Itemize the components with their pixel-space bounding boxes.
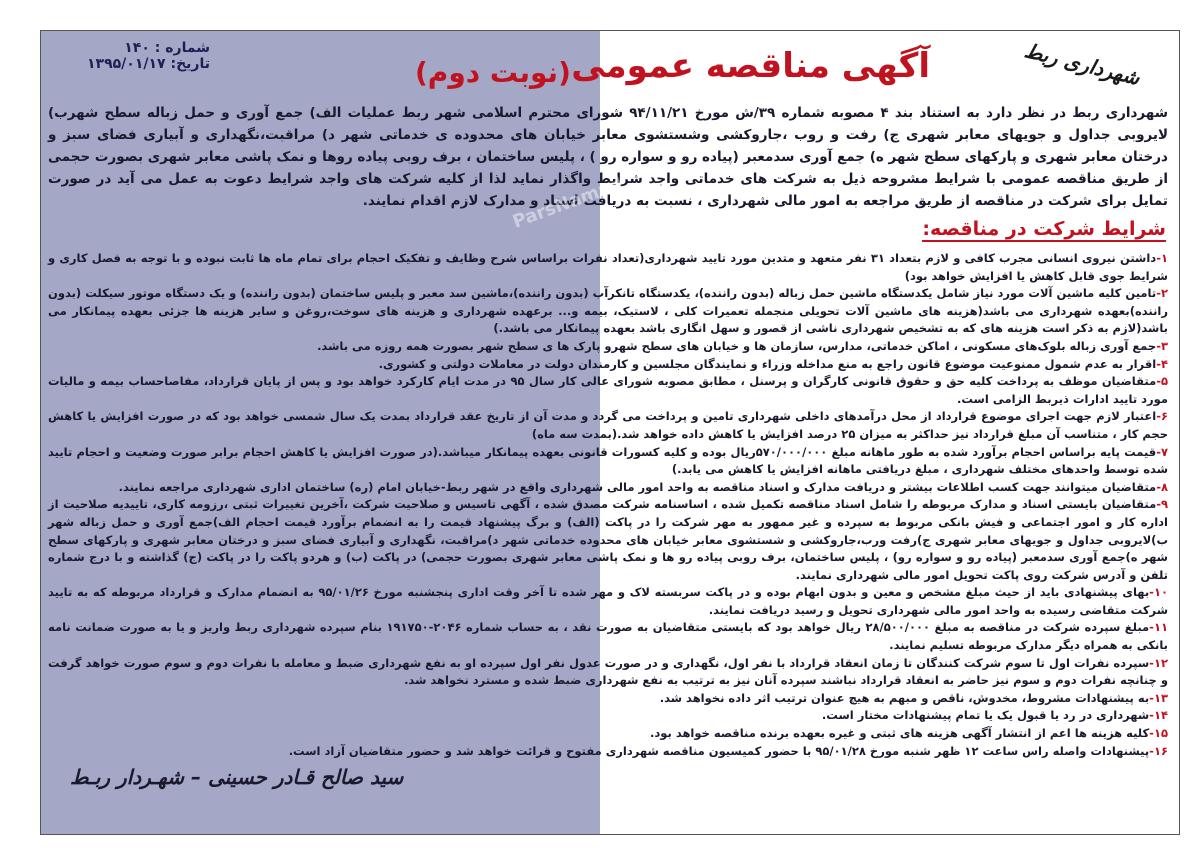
municipality-logo: شهرداری ربط (1021, 38, 1143, 90)
notice-date: تاریخ: ۱۳۹۵/۰۱/۱۷ (87, 56, 210, 72)
notice-title: آگهی مناقصه عمومی (571, 46, 930, 86)
condition-item: ۱۴-شهرداری در رد یا قبول یک یا تمام پیشنهادات مختار است. (821, 708, 1168, 723)
condition-item: ۱۲-سپرده نفرات اول تا سوم شرکت کنندگان تا زمان انعقاد قرارداد با نفر اول، نگهداری و در صورت عدول نفر اول سپرده او به نفع شهرداری ضبط و معامله با نفرات دوم و سوم صورت خواهد گرفت و چنانچه نفرات دوم و سوم نیز حاضر به انعقاد قرارداد نباشند سپرده آنان نیز به ترتیب به نفع شهرداری ضبط شده و مسترد نخواهد شد. (48, 655, 1168, 688)
condition-item: ۹-متقاضیان بایستی اسناد و مدارک مربوطه را شامل اسناد مناقصه تکمیل شده ، اساسنامه شرکت مصدق شده ، آگهی تاسیس و صلاحیت شرکت ،آخرین تغییرات ثبتی ،رزومه کاری، تاییدیه صلاحیت از اداره کار و امور اجتماعی و فیش بانکی مربوط به سپرده و غیر ممهور به مهر شرکت را در پاکت (الف) و برگ پیشنهاد قیمت را به انضمام برآورد قیمت احجام الف)جمع آوری و حمل زباله شهر ب)لایروبی جداول و جویهای معابر شهری ج)رفت ورب،جاروکشی و شستشوی معابر خیابان های محدوده خدماتی شهر د)مراقبت، نگهداری و آبیاری فضای سبز و درختان معابر شهری و پارکهای سطح شهر ه)جمع آوری سدمعبر (پیاده رو و سواره رو) ، پلیس ساختمان، برف روبی پیاده رو ها و نمک پاشی معابر شهری بصورت حجمی) در پاکت (ب) و هردو پاکت را در پاکت (ج) گذاشته و با درج شماره تلفن و آدرس شرکت روی پاکت تحویل امور مالی شهرداری نمایند. (48, 497, 1168, 582)
notice-meta (60, 40, 210, 72)
condition-item: ۶-اعتبار لازم جهت اجرای موضوع قرارداد از محل درآمدهای داخلی شهرداری تامین و پرداخت می گردد و مدت آن از تاریخ عقد قرارداد بمدت یک سال شمسی خواهد بود که در صورت افزایش یا کاهش حجم کار ، متناسب آن مبلغ قرارداد نیز حداکثر به میزان ۲۵ درصد افزایش یا کاهش داده خواهد شد.(بمدت سه ماه) (48, 409, 1168, 441)
condition-item: ۴-اقرار به عدم شمول ممنوعیت موضوع قانون راجع به منع مداخله وزراء و نمایندگان مجلسین و کارمندان دولت در معاملات دولتی و کشوری. (378, 356, 1168, 371)
conditions-heading: شرایط شرکت در مناقصه: (922, 218, 1166, 240)
condition-item: ۷-قیمت پایه براساس احجام برآورد شده به طور ماهانه مبلغ ۵۷۰/۰۰۰/۰۰۰ریال بوده و کلیه کسورات قانونی بعهده پیمانکار میباشد.(در صورت افزایش یا کاهش احجام برابر صورت وضعیت و احجام تایید شده توسط واحدهای مختلف شهرداری ، مبلغ دریافتی ماهانه افزایش یا کاهش می یابد.) (48, 444, 1168, 477)
condition-item: ۲-تامین کلیه ماشین آلات مورد نیاز شامل یکدستگاه ماشین حمل زباله (بدون راننده)، یکدستگاه تانکرآب (بدون راننده)،ماشین سد معبر و پلیس ساختمان (بدون راننده) و یک دستگاه موتور سیکلت (بدون راننده)بعهده شهرداری می باشد(هزینه های ماشین آلات تحویلی منجمله تعمیرات کلی ، لاستیک، بیمه و... برعهده شهرداری و هزینه های سوخت،روغن و سایر هزینه ها جزئی بعهده پیمانکار می باشد(لازم به ذکر است هزینه های که به تشخیص شهرداری ناشی از قصور و سهل انگاری باشد بعهده پیمانکار می باشد.) (48, 286, 1168, 336)
condition-item: ۵-متقاضیان موظف به پرداخت کلیه حق و حقوق قانونی کارگران و پرسنل ، مطابق مصوبه شورای عالی کار سال ۹۵ در مدت ایام کارکرد خواهد بود و پس از پایان قرارداد، مفاصاحساب بیمه و مالیات مورد تایید ادارات ذیربط الزامی است. (48, 374, 1168, 406)
condition-item: ۱۳-به پیشنهادات مشروط، مخدوش، ناقص و مبهم به هیچ عنوان ترتیب اثر داده نخواهد شد. (659, 690, 1168, 705)
condition-item: ۱۵-کلیه هزینه ها اعم از انتشار آگهی هزینه های ثبتی و غیره بعهده برنده مناقصه خواهد بود. (650, 726, 1168, 741)
watermark: ParsNamad (509, 173, 626, 233)
signature: سید صالح قـادر حسینی – شهـردار ربـط (70, 765, 404, 789)
condition-item: ۱۱-مبلغ سپرده شرکت در مناقصه به مبلغ ۲۸/۵۰۰/۰۰۰ ریال خواهد بود که بایستی متقاضیان به صورت نقد ، به حساب شماره ۲۰۴۶-۱۹۱۷۵۰ بنام سپرده شهرداری ربط واریز و یا به صورت ضمانت نامه بانکی به همراه دیگر مدارک مربوطه تسلیم نمایند. (48, 620, 1168, 653)
condition-item: ۱۶-پیشنهادات واصله راس ساعت ۱۲ ظهر شنبه مورخ ۹۵/۰۱/۲۸ با حضور کمیسیون مناقصه شهرداری مفتوح و قرائت خواهد شد و حضور متقاضیان آزاد است. (288, 743, 1168, 758)
condition-item: ۱-داشتن نیروی انسانی مجرب کافی و لازم بتعداد ۳۱ نفر متعهد و متدین مورد تایید شهرداری(تعداد نفرات براساس شرح وظایف و تفکیک احجام برای تمام ماه ها ثابت نبوده و با توجه به فصل کاری و شرایط جوی قابل کاهش یا افزایش خواهد بود) (48, 251, 1168, 283)
condition-item: ۱۰-بهای پیشنهادی باید از حیث مبلغ مشخص و معین و بدون ابهام بوده و در پاکت سربسته لاک و مهر شده تا آخر وقت اداری پنجشنبه مورخ ۹۵/۰۱/۲۶ به انضمام مدارک و قرارداد مربوطه که به تایید شرکت متقاضی رسیده به واحد امور مالی شهرداری تحویل و رسید دریافت نمایند. (48, 585, 1168, 617)
round-label: (نوبت دوم) (415, 56, 571, 89)
intro-paragraph: شهرداری ربط در نظر دارد به استناد بند ۴ مصوبه شماره ۳۹/ش مورخ ۹۴/۱۱/۲۱ شورای محترم اسلامی شهر ربط عملیات الف) جمع آوری و حمل زباله سطح شهرب) لایروبی جداول و جویهای معابر شهری ج) رفت و روب ،جاروکشی وشستشوی معابر خیابان های محدوده ی خدماتی شهر د) مراقبت،نگهداری و آبیاری فضای سبز و درختان معابر شهری و پارکهای سطح شهر ه) جمع آوری سدمعبر (پیاده رو و سواره رو ) ، پلیس ساختمان ، برف روبی پیاده روها و نمک پاشی معابر شهری بصورت حجمی از طریق مناقصه عمومی با شرایط مشروحه ذیل به شرکت های خدماتی واجد شرایط واگذار نماید لذا از کلیه شرکت های واجد شرایط دعوت به عمل می آید در صورت تمایل برای شرکت در مناقصه از طریق مراجعه به امور مالی شهرداری ، نسبت به دریافت اسناد و مدارک لازم اقدام نمایند. (48, 105, 1168, 209)
condition-item: ۸-متقاضیان میتوانند جهت کسب اطلاعات بیشتر و دریافت مدارک و اسناد مناقصه به واحد امور مالی شهرداری واقع در شهر ربط-خیابان امام (ره) ساختمان اداری شهرداری مراجعه نمایند. (118, 479, 1168, 494)
conditions-list (48, 250, 1168, 760)
notice-number: شماره : ۱۴۰ (124, 40, 210, 56)
tender-notice-sheet (40, 30, 1180, 835)
condition-item: ۳-جمع آوری زباله بلوک‌های مسکونی ، اماکن خدماتی، مدارس، سازمان ها و خیابان های سطح شهرو پارک ها ی سطح شهر بصورت همه روزه می باشد. (317, 338, 1168, 353)
